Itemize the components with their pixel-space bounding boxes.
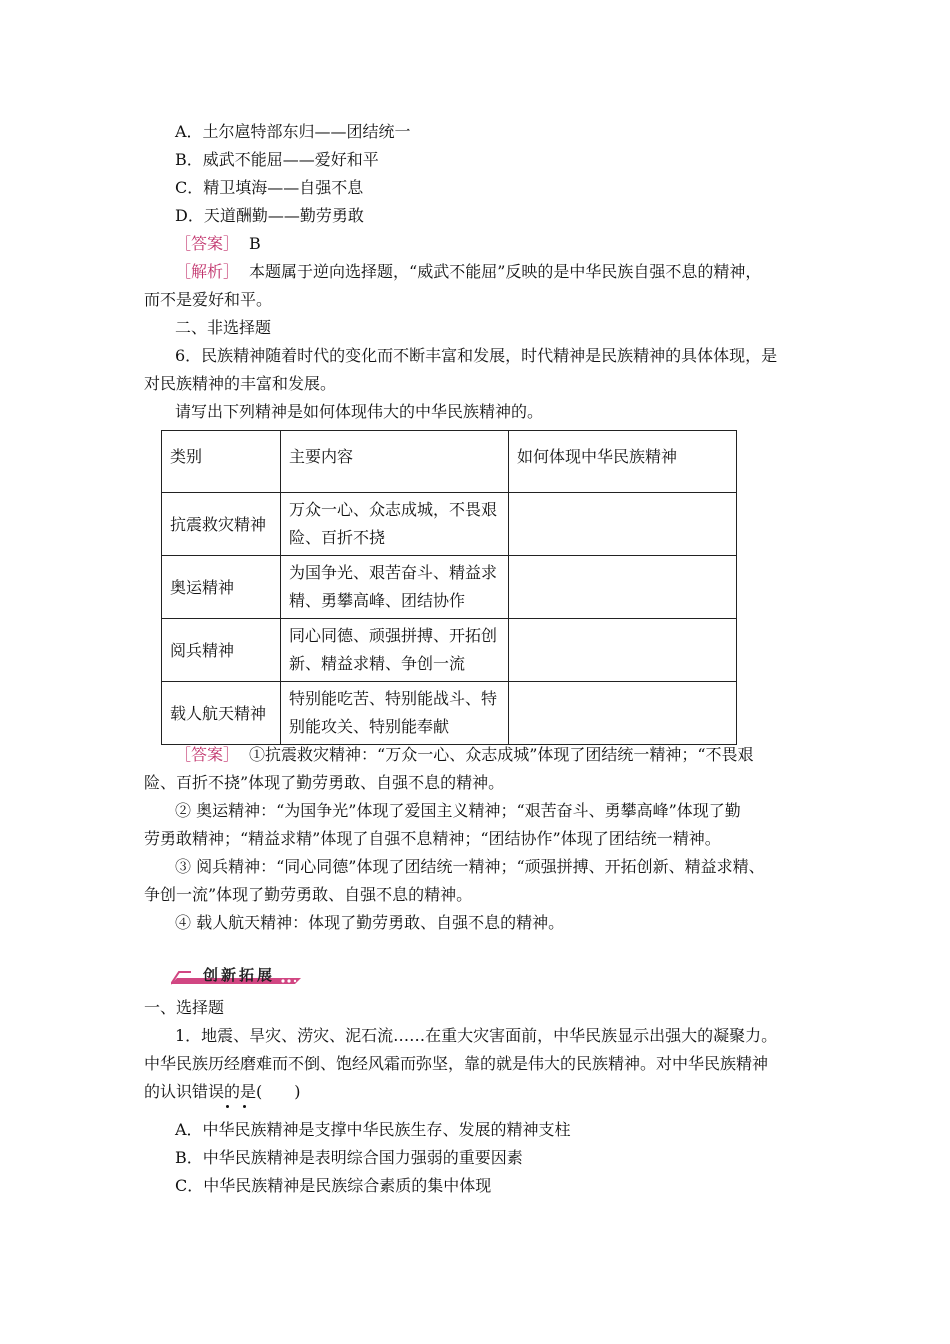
row-category: 奥运精神: [162, 556, 281, 619]
option-c: C．精卫填海——自强不息: [175, 178, 364, 197]
row-content: [281, 619, 509, 682]
q1-line1: 1．地震、旱灾、涝灾、泥石流……在重大灾害面前，中华民族显示出强大的凝聚力。: [175, 1026, 778, 1045]
analysis-text: 本题属于逆向选择题，“威武不能屈”反映的是中华民族自强不息的精神，: [249, 262, 762, 281]
row-content-line1: 为国争光、艰苦奋斗、精益求: [289, 563, 498, 582]
row-blank-cell: [509, 493, 737, 556]
row-content-line2: 精、勇攀高峰、团结协作: [289, 591, 466, 610]
row-category: 抗震救灾精神: [162, 493, 281, 556]
section-banner-title: 创新拓展: [203, 966, 276, 984]
answer-tag: ［答案］: [175, 234, 240, 253]
row-content: [281, 556, 509, 619]
analysis-q5-line1: [175, 261, 761, 283]
q1-option-a: A．中华民族精神是支撑中华民族生存、发展的精神支柱: [175, 1120, 571, 1139]
option-b: B．威武不能屈——爱好和平: [175, 150, 379, 169]
answer-tag: ［答案］: [175, 745, 240, 764]
row-content: [281, 493, 509, 556]
row-content-line1: 万众一心、众志成城，不畏艰: [289, 500, 498, 519]
row-category: 载人航天精神: [162, 682, 281, 745]
answer-text: ①抗震救灾精神：“万众一心、众志成城”体现了团结统一精神；“不畏艰: [249, 745, 754, 764]
answer-q6-line4: 劳勇敢精神；“精益求精”体现了自强不息精神；“团结协作”体现了团结统一精神。: [144, 829, 721, 848]
row-content-line1: 特别能吃苦、特别能战斗、特: [289, 689, 498, 708]
row-content: [281, 682, 509, 745]
answer-q6-line1: [175, 744, 754, 766]
row-blank-cell: [509, 619, 737, 682]
option-a: A．土尔扈特部东归——团结统一: [175, 122, 411, 141]
table-row: [162, 556, 737, 619]
table-row: [162, 493, 737, 556]
q1-line3: 的认识错误的是( ): [144, 1082, 301, 1101]
q1-option-b: B．中华民族精神是表明综合国力强弱的重要因素: [175, 1148, 523, 1167]
q6-prompt: 请写出下列精神是如何体现伟大的中华民族精神的。: [175, 402, 544, 421]
spirit-table: [161, 430, 737, 745]
row-blank-cell: [509, 556, 737, 619]
table-row: [162, 682, 737, 745]
row-content-line2: 新、精益求精、争创一流: [289, 654, 466, 673]
emphasis-dot: [243, 1105, 246, 1108]
table-header-row: [162, 431, 737, 493]
q6-line2: 对民族精神的丰富和发展。: [144, 374, 337, 393]
header-reflection: 如何体现中华民族精神: [509, 431, 737, 493]
answer-q6-line5: ③ 阅兵精神：“同心同德”体现了团结统一精神；“顽强拼搏、开拓创新、精益求精、: [175, 857, 765, 876]
q1-line2: 中华民族历经磨难而不倒、饱经风霜而弥坚，靠的就是伟大的民族精神。对中华民族精神: [144, 1054, 769, 1073]
analysis-q5-line2: 而不是爱好和平。: [144, 290, 273, 309]
q1-option-c: C．中华民族精神是民族综合素质的集中体现: [175, 1176, 492, 1195]
section-title-nonchoice: 二、非选择题: [175, 318, 272, 337]
row-category: 阅兵精神: [162, 619, 281, 682]
answer-q6-line6: 争创一流”体现了勤劳勇敢、自强不息的精神。: [144, 885, 473, 904]
emphasis-dot: [226, 1105, 229, 1108]
answer-q6-line2: 险、百折不挠”体现了勤劳勇敢、自强不息的精神。: [144, 773, 505, 792]
header-category: 类别: [162, 431, 281, 493]
answer-q6-line7: ④ 载人航天精神：体现了勤劳勇敢、自强不息的精神。: [175, 913, 565, 932]
section-title-choice: 一、选择题: [144, 998, 225, 1017]
analysis-tag: ［解析］: [175, 262, 240, 281]
row-content-line2: 险、百折不挠: [289, 528, 386, 547]
table-row: [162, 619, 737, 682]
answer-q6-line3: ② 奥运精神：“为国争光”体现了爱国主义精神；“艰苦奋斗、勇攀高峰”体现了勤: [175, 801, 741, 820]
answer-q5: [175, 233, 261, 255]
row-content-line1: 同心同德、顽强拼搏、开拓创: [289, 626, 498, 645]
row-content-line2: 别能攻关、特别能奉献: [289, 717, 450, 736]
answer-value: B: [249, 234, 261, 253]
option-d: D．天道酬勤——勤劳勇敢: [175, 206, 364, 225]
q6-line1: 6．民族精神随着时代的变化而不断丰富和发展，时代精神是民族精神的具体体现，是: [175, 346, 778, 365]
header-content: 主要内容: [281, 431, 509, 493]
row-blank-cell: [509, 682, 737, 745]
